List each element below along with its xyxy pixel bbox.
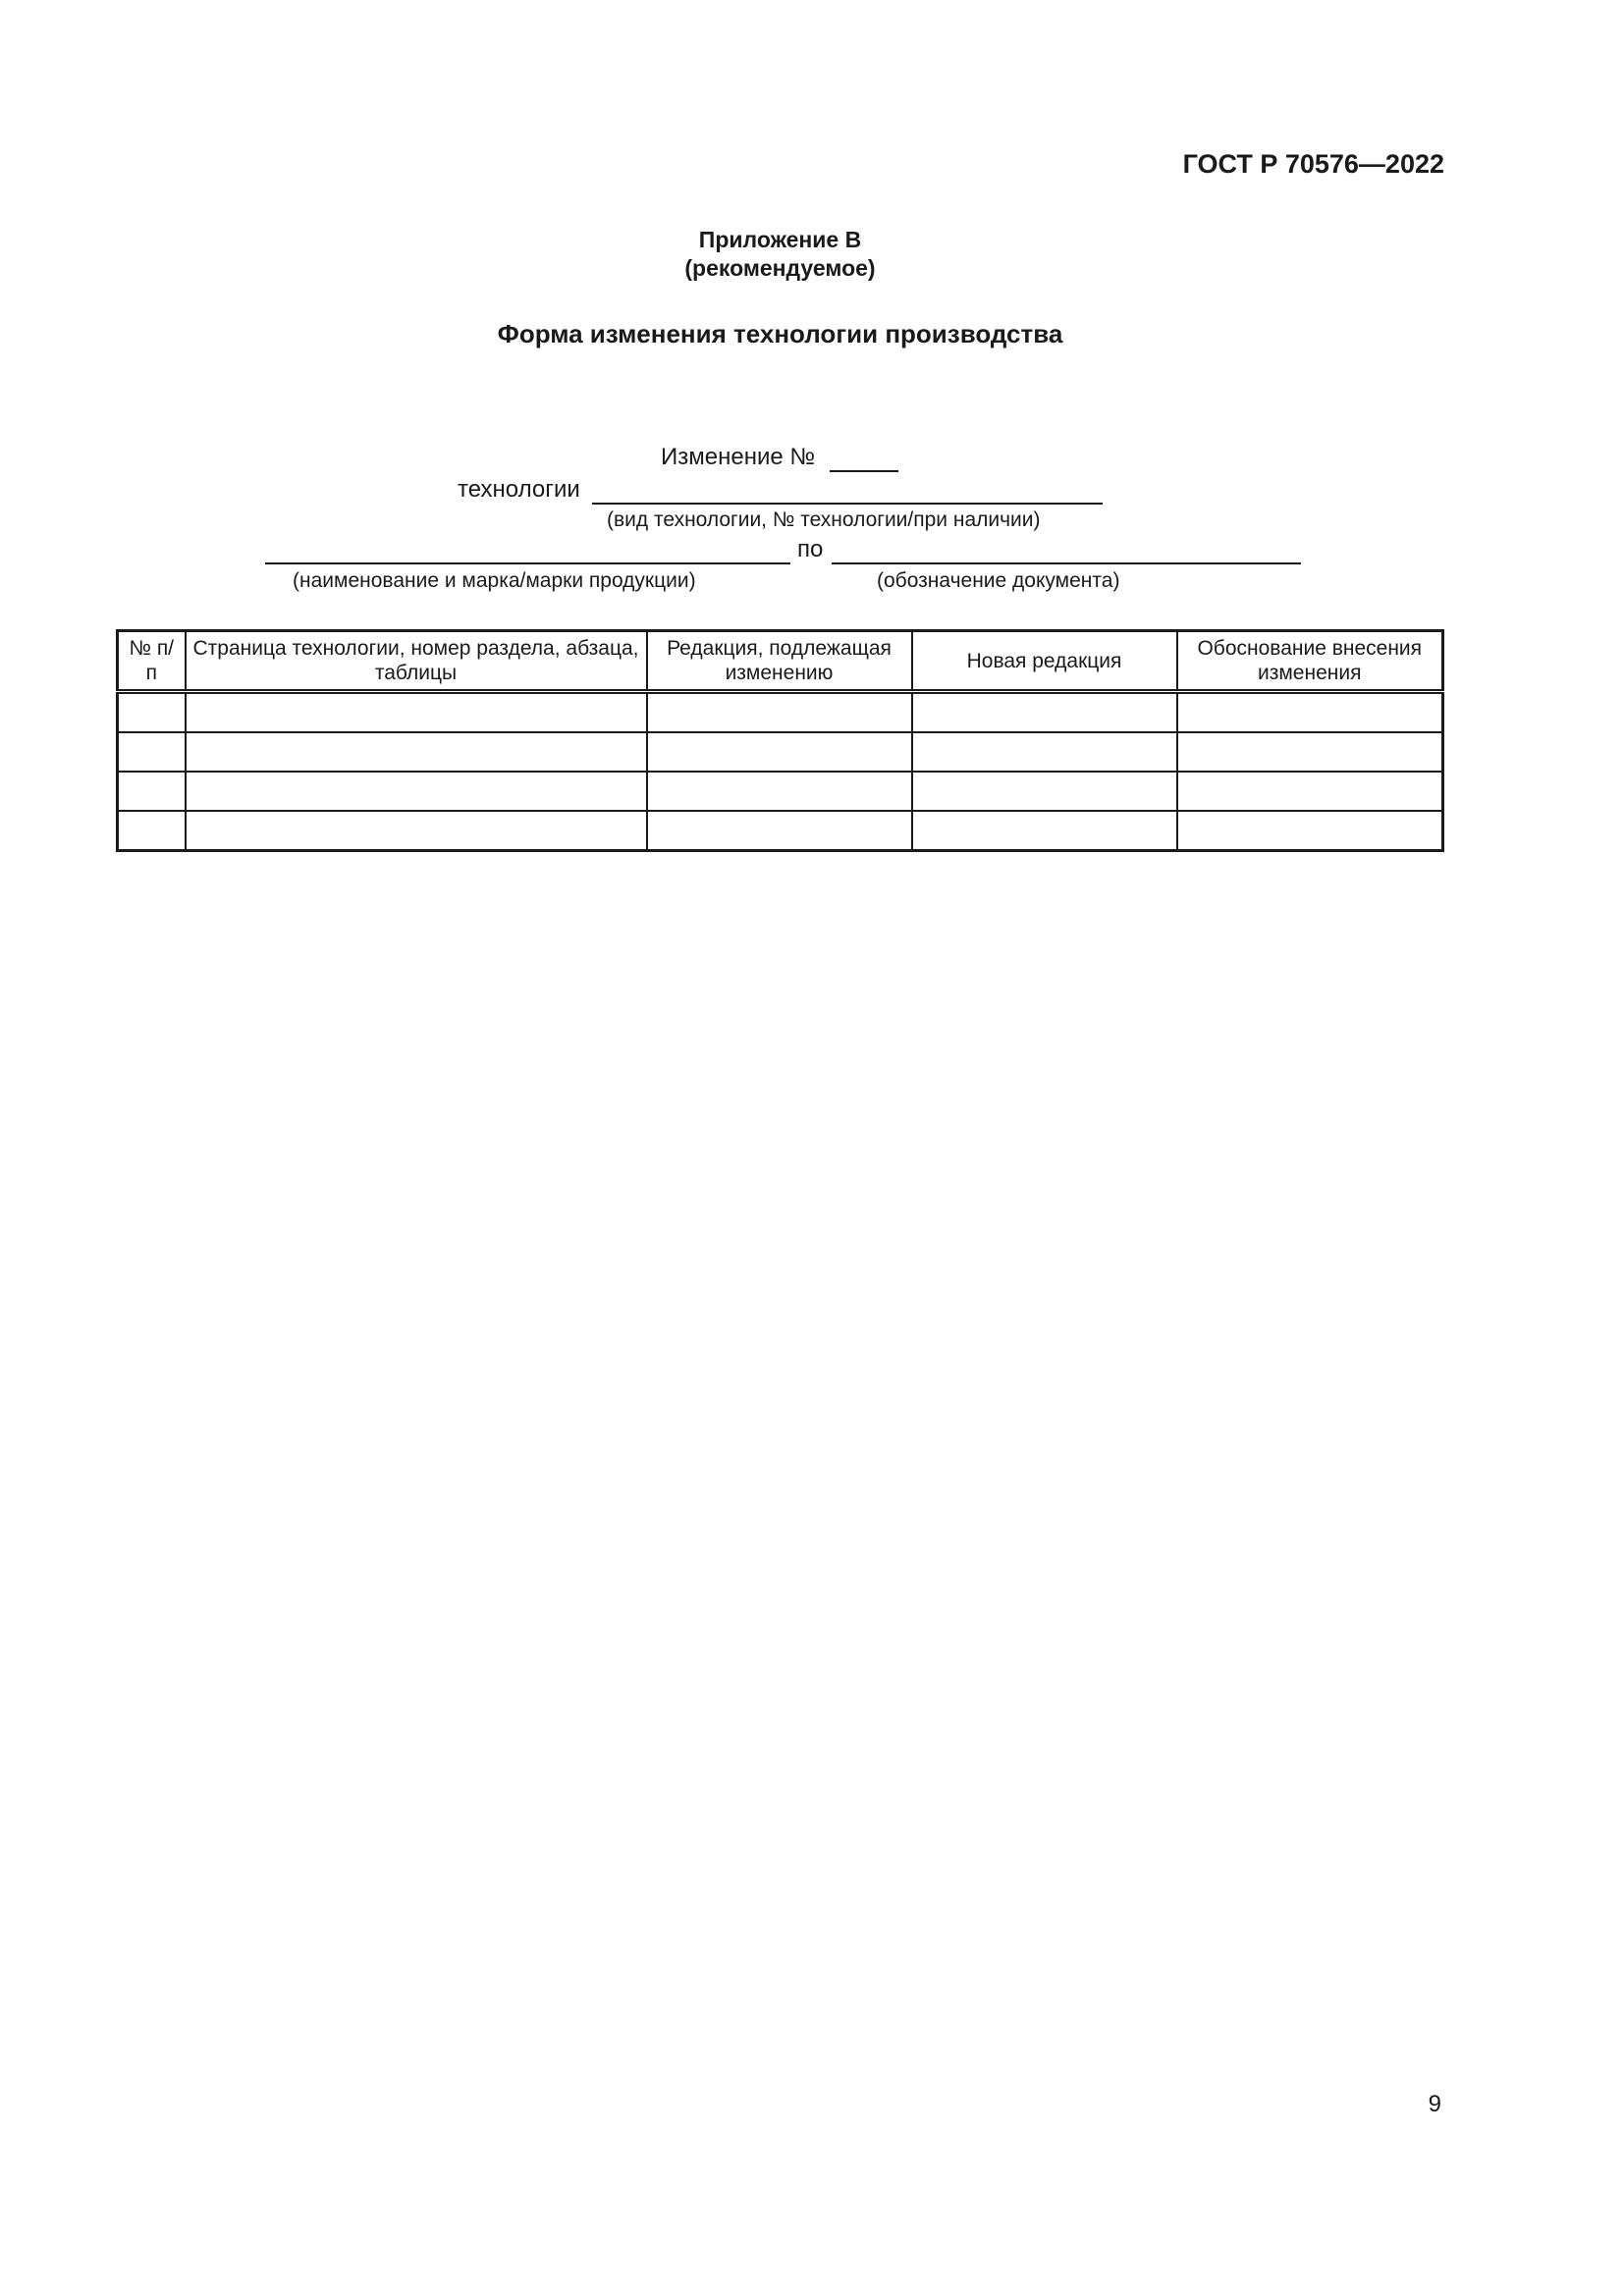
- document-hint: (обозначение документа): [877, 569, 1120, 592]
- table-cell[interactable]: [1177, 732, 1443, 772]
- technology-field[interactable]: [592, 503, 1103, 505]
- table-cell[interactable]: [912, 692, 1177, 733]
- table-cell[interactable]: [118, 811, 186, 851]
- table-row: [118, 811, 1443, 851]
- technology-hint: (вид технологии, № технологии/при наличии): [607, 508, 1041, 531]
- table-cell[interactable]: [1177, 811, 1443, 851]
- column-header-justification: Обоснование внесения изменения: [1177, 631, 1443, 692]
- document-number: ГОСТ Р 70576—2022: [1182, 149, 1444, 179]
- table-cell[interactable]: [186, 692, 647, 733]
- table-header-row: [118, 631, 1443, 692]
- column-header-number: № п/п: [118, 631, 186, 692]
- table-cell[interactable]: [186, 772, 647, 811]
- column-header-new-revision: Новая редакция: [912, 631, 1177, 692]
- change-number-label: Изменение №: [661, 444, 816, 470]
- table-cell[interactable]: [647, 811, 912, 851]
- product-hint: (наименование и марка/марки продукции): [293, 569, 696, 592]
- table-cell[interactable]: [1177, 692, 1443, 733]
- table-cell[interactable]: [912, 772, 1177, 811]
- column-header-old-revision: Редакция, подлежащая изменению: [647, 631, 912, 692]
- table-row: [118, 732, 1443, 772]
- column-header-page-section: Страница технологии, номер раздела, абзаца, таблицы: [186, 631, 647, 692]
- form-title: Форма изменения технологии производства: [497, 319, 1063, 348]
- table-cell[interactable]: [118, 732, 186, 772]
- table-row: [118, 772, 1443, 811]
- document-field[interactable]: [832, 562, 1301, 564]
- table-cell[interactable]: [118, 692, 186, 733]
- by-label: по: [797, 536, 824, 562]
- appendix-title: Приложение В: [698, 227, 862, 252]
- change-number-field[interactable]: [830, 470, 898, 472]
- table-cell[interactable]: [647, 732, 912, 772]
- page-number: 9: [1428, 2091, 1441, 2117]
- table-cell[interactable]: [912, 811, 1177, 851]
- table-cell[interactable]: [1177, 772, 1443, 811]
- table-cell[interactable]: [118, 772, 186, 811]
- appendix-status: (рекомендуемое): [684, 255, 876, 281]
- table-cell[interactable]: [912, 732, 1177, 772]
- table-cell[interactable]: [647, 692, 912, 733]
- table-cell[interactable]: [647, 772, 912, 811]
- technology-label: технологии: [458, 476, 580, 503]
- table-cell[interactable]: [186, 811, 647, 851]
- table-cell[interactable]: [186, 732, 647, 772]
- product-field[interactable]: [265, 562, 790, 564]
- changes-table: [116, 629, 1444, 852]
- table-row: [118, 692, 1443, 733]
